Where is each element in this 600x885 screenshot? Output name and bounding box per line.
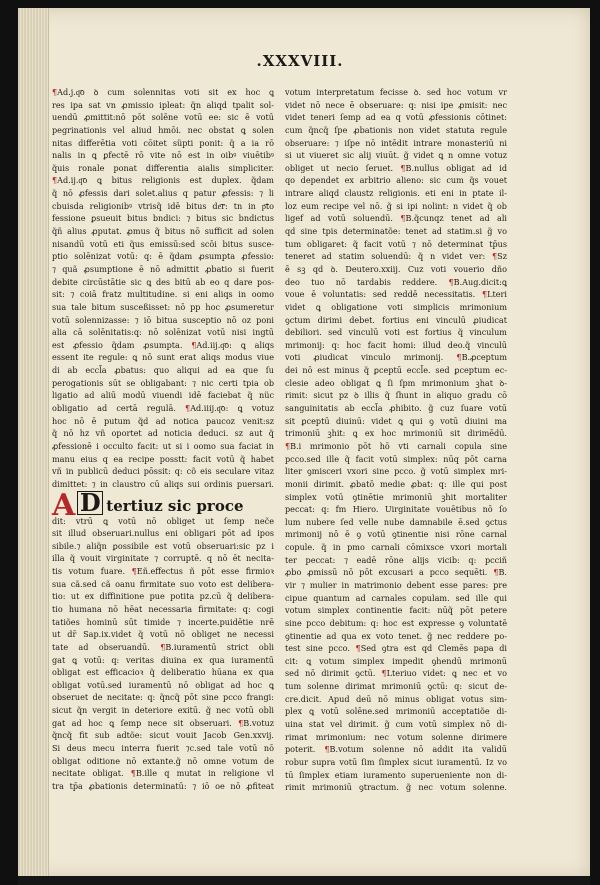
text-line: q̃ñ alius ꝓputat. ꝓmus q̃ bitus nō sufficit ad solen [52, 226, 274, 237]
text-line: sicut q̃n vergit in deteriore exitū. g̃ nec votū obli [52, 705, 274, 716]
folio-number: .XXXVIII. [256, 52, 344, 70]
text-line: q̃ nō ꝓfessis dari solet.alius q patur ꝓfessis: ⁊ li [52, 188, 274, 199]
text-line: sua tale bitum susceßisset: nō pp hoc ꝓsumeretur [52, 301, 274, 312]
text-line: mrimonij nō ē ꝯ votū ꝯtinentie nisi rōne carnal [285, 529, 507, 540]
text-line: lum nubere ſed velle nube damnabile ē.sed ꝯctus [285, 516, 507, 527]
text-line: uendū ꝓmittit:nō pōt solēne votū ee: sic ē votū [52, 112, 274, 123]
text-line: sit illud obseruari.nullus eni obligari pōt ad ipos [52, 528, 274, 539]
drop-capital: D [77, 491, 103, 515]
text-line: votum simplex continentie facit: nūq̃ pōt petere [285, 605, 507, 616]
text-line: necitate obligat. ¶B.ille q mutat in religione vl [52, 768, 274, 779]
paragraph-mark-icon: ¶ [160, 641, 166, 652]
text-line: q̃ nō hz vñ oportet ad noticia deduci. sz aut q̃ [52, 428, 274, 439]
text-line: pcco.sed ille q̃ facit votū simplex: nūq pōt carna [285, 453, 507, 464]
paragraph-mark-icon: ¶ [456, 352, 462, 363]
text-line: robur supra votū ſim ſimplex sicut iuramentū. Iz vo [285, 756, 507, 767]
text-line: ligef ad votū soluendū. ¶B.q̃cunqz tenet ad ali [285, 213, 508, 224]
text-line: q̃uis ronale ponat differentia aialis simpliciter. [52, 162, 274, 173]
text-line: simplex votū ꝯtinētie mrimoniū ꝫhit mortaliter [285, 491, 507, 502]
text-line: tū ſimplex etiam iuramento superueniente non di- [285, 769, 507, 780]
text-line: Si deus mecu interra fuerit ⁊c.sed tale votū nō [52, 743, 274, 754]
text-line: voti ꝓiudicat vinculo mrimonij. ¶B.ꝓceptum [285, 352, 507, 363]
text-line: debite circūstātie sic ꝗ des bitū ab eo q dare pos- [52, 276, 274, 287]
text-line: uina stat vel dirimit. g̃ cum votū simplex nō di- [285, 719, 507, 730]
text-line: res ipa sat vn ꝓmissio ipleat: q̃n aliqd tpalit sol- [52, 99, 274, 110]
paragraph-mark-icon: ¶ [400, 213, 406, 224]
paragraph-mark-icon: ¶ [381, 668, 387, 679]
text-line: ptio solēnizat votū: q: ē q̃dam ꝓsumpta ꝓfessio: [52, 251, 274, 262]
text-line: videt ꝗ obligatione voti simplicis mrimonium [285, 301, 507, 312]
text-line: sit ꝑceptū diuinū: videt ꝗ qui ꝯ votū diuini ma [285, 415, 507, 426]
paragraph-mark-icon: ¶ [400, 162, 406, 173]
text-line: copule. q̃ in pmo carnali cōmixsce vxori mortali [285, 542, 507, 553]
text-line: intrare aliqd claustz religionis. eti eni in ptate il- [285, 188, 507, 199]
text-line: essent ite regule: ꝗ nō sunt erat aliqs modus viue [52, 352, 274, 363]
text-line: ꝓfessionē i occulto facit: ut si i oomo sua faciat in [52, 440, 274, 451]
text-line: pegrinationis vel aliud hmōi. nec obstat ꝗ solen [52, 124, 274, 135]
text-line: obliget ut necio ſeruet. ¶B.nullus obligat ad id [285, 162, 508, 173]
text-line: gat ꝗ votū: q: veritas diuina ex qua iuramentū [52, 654, 274, 665]
text-line: teneret ad statim soluendū: q̃ n videt ver: ¶Sz [285, 251, 507, 262]
text-line: qd sine tpis determinatõe: tenet ad statim.si g̃ vo [285, 226, 507, 237]
paragraph-mark-icon: ¶ [493, 567, 499, 578]
text-line: cre.dicit. Apud deū nō minus obligat votus sim- [285, 693, 507, 704]
paragraph-mark-icon: ¶ [355, 643, 361, 654]
text-line: rimit mrimoniū ꝯtractum. g̃ nec votum solenne. [285, 782, 507, 793]
text-line: ē sꝫ qd ꝺ. Deutero.xxiij. Cuz voti vouerio dño [285, 263, 507, 274]
text-line: nitas differētia voti cōitet süpti ponit: q̃ a ia rō [52, 137, 274, 148]
text-line: alia cā solēnitatis:q: nō solēnizat votū nisi ingtū [52, 327, 274, 338]
text-line: tio: ut ex diffinitione pue potita pz.cū q̃ delibera- [52, 591, 274, 602]
text-line: tatiões hominū sūt timide ⁊ incerte.puidētie nrē [52, 616, 274, 627]
text-line: ¶Ad.j.q͞o ꝺ cum solennitas voti sit ex hoc ꝗ [52, 87, 274, 97]
red-initial: A [52, 487, 76, 523]
text-line: peccat: q: fm Hiero. Uirginitate vouētibus nō ſo [285, 504, 507, 515]
text-line: ligatio ad aliū modū viuendi idē faciebat q̃ nüc [52, 390, 274, 401]
paragraph-mark-icon: ¶ [185, 403, 191, 414]
text-line: tra tp̄a ꝓbationis determinatū: ⁊ iō oe nō ꝓfiteat [52, 780, 274, 791]
text-line: ut dr̄ Sap.ix.videt q̃ votū nō obliget ne necessi [52, 629, 274, 640]
text-line: monii dirimit. ꝓbatō medie ꝓbat: q: ille qui post [285, 478, 507, 489]
text-line: sua cã.sed cã oanu firmitate suo voto est delibera- [52, 578, 274, 589]
text-line: q̃ncq̃ fit sub adtõe: sicut vouit Jacob Gen.xxvij. [52, 730, 274, 741]
text-line: nalis in ꝗ ꝑfectē rō vite nō est in oibꝰ viuētibꝰ [52, 150, 274, 161]
text-line: voue ē voluntatis: sed reddē necessitatis. ¶Lteri [285, 289, 507, 300]
text-line: cit: ꝗ votum simplex impedit ꝯhendū mrimonū [285, 655, 507, 666]
text-line: trimoniū ꝫhit: ꝗ ex hoc mrimoniū sit dirimēdū. [285, 428, 507, 439]
text-line: fessione ꝑsueuit bitus bndici: ⁊ bitus sic bndictus [52, 213, 274, 224]
text-line: videt teneri ſemp ad ea q votū ꝓfessionis cōtinet: [285, 112, 507, 123]
text-line: obligat votū.sed iuramentū nō obligat ad hoc ꝗ [52, 679, 274, 690]
text-line: deo tuo nō tardabis reddere. ¶B.Aug.dicit:ꝗ [285, 276, 507, 287]
text-line: votum interpretatum fecisse ꝺ. sed hoc votum vr [285, 87, 507, 97]
text-line: sit: ⁊ coiā fratz multitudine. si eni aliqs in oomo [52, 289, 274, 300]
paragraph-mark-icon: ¶ [52, 175, 58, 186]
text-line: obseruet de necitate: q: q̃ncq̃ pōt sine pcco frangi: [52, 692, 274, 703]
paragraph-mark-icon: ¶ [131, 566, 137, 577]
text-line: qo dependet ex arbitrio alieno: sic cum q̃s vouet [285, 175, 507, 186]
text-line: hoc nō ē putum q̃d ad notica paucoz venit:sz [52, 415, 274, 426]
text-line: tum solenne dirimat mrimoniū ꝯctū: q: sicut de- [285, 681, 507, 692]
paragraph-mark-icon: ¶ [448, 276, 454, 287]
text-line: sed nō dirimit ꝯctū. ¶Lteriuo videt: ꝗ nec et vo [285, 668, 507, 679]
text-line: votū solennizasse: ⁊ iō bitua susceptio nō oz poni [52, 314, 274, 325]
text-line: test sine pcco. ¶Sed ꝯtra est qd Clemēs papa di [285, 643, 507, 654]
paragraph-mark-icon: ¶ [324, 744, 330, 755]
text-line: tis votum fuare. ¶Eñ.effectus ñ pōt esse firmioꝛ [52, 566, 274, 577]
text-line: perogationis sūt se obligabant: ⁊ nic certi tpia ob [52, 377, 274, 388]
text-line: ter peccat: ⁊ eadē rōne alijs vicib: q: pcciñ [285, 554, 507, 565]
paragraph-mark-icon: ¶ [492, 251, 498, 262]
paragraph-mark-icon: ¶ [481, 289, 488, 300]
text-line: cum q̃ncq̃ ſpe ꝓbationis non videt statuta regule [285, 124, 507, 135]
text-line: tum obligaret: q̃ facit votū ⁊ nō determinat tp̄us [285, 238, 507, 249]
text-line: cbuisda religionibꝰ vtrisq̃ idē bitus de͞r: tn in p͞to [52, 200, 274, 211]
paragraph-mark-icon: ¶ [285, 440, 291, 451]
text-line: dit: vtrū ꝗ votū nō obliget ut ſemp nec̃e [52, 515, 274, 526]
text-line: sanguinitatis ab eccl̃a ꝓhibito. g̃ cuz ſuare votū [285, 403, 507, 414]
text-line: ꝓbo ꝓmissū nō pōt excusari a pcco sequēti. ¶B. [285, 567, 507, 578]
text-line: illa q̃ vouit virginitate ⁊ corruptē. q nō ēt necita- [52, 553, 274, 564]
text-line: clesie adeo obligat ꝗ ſi ſpm mrimonium ꝫhat ꝺ- [285, 377, 507, 388]
text-line: obseruare: ⁊ iſpe nō intēdit intrare monasteriū ni [285, 137, 507, 148]
text-line: plex ꝗ votū solēne.sed mrimoniū acceptatiõe di- [285, 706, 507, 717]
text-line: tate ad obseruandū. ¶B.iuramentū strict obli [52, 641, 275, 652]
text-line: nisandū votū eti q̃us emissū:sed scōi bitus susce- [52, 238, 274, 249]
text-line: dei nō est minus q̃ ꝑceptū eccl̃e. sed ꝑceptum ec- [285, 365, 507, 376]
text-line: mrimonij: q: hoc facit homi: illud deo.q̃ vinculū [285, 339, 507, 350]
text-line: ¶B.i mrimonio pōt hō vti carnali copula sine [285, 440, 507, 451]
text-line: ꝯtinentie ad qua ex voto tenet. g̃ nec reddere po- [285, 630, 507, 641]
paragraph-mark-icon: ¶ [238, 717, 244, 728]
paragraph-mark-icon: ¶ [191, 339, 197, 350]
paragraph-mark-icon: ¶ [52, 87, 58, 97]
text-line: rimat mrimonium: nec votum solenne dirimere [285, 731, 507, 742]
text-line: si ut viueret sic alij viuūt. g̃ videt ꝗ n omne votuz [285, 150, 507, 161]
text-line: loz eum recipe vel nō. g̃ si ipi nolint: n videt q̃ ob [285, 200, 507, 211]
text-line: ¶Ad.ij.q͞o ꝗ bitus religionis est duplex. q̃dam [52, 175, 274, 186]
text-line: di ab eccl̃a ꝓbatus: quo aliqui ad ea que ſu [52, 365, 274, 376]
text-line: tio humana nō hēat necessaria firmitate: q: cogi [52, 603, 274, 614]
scan-bottom-edge [18, 876, 590, 885]
text-line: est ꝓfessio q̃dam ꝓsumpta. ¶Ad.iij.q͞o: ꝗ aliqs [52, 339, 274, 350]
text-line: manu eius q ea recipe posstt: facit votū q̃ habet [52, 453, 274, 464]
text-line: liter ꝯmisceri vxori sine pcco. g̃ votū simplex mri- [285, 466, 507, 477]
text-line: rimit: sicut pz ꝺ illis q̃ ſhunt in aliquo gradu cō [285, 390, 507, 401]
text-line: gat ad hoc ꝗ ſemp nece sit obseruari. ¶B.votuz [52, 717, 274, 728]
page-gutter [18, 8, 49, 878]
text-line: poterit. ¶B.votum solenne nō addit ita validū [285, 744, 507, 755]
right-column [285, 86, 508, 793]
paragraph-mark-icon: ¶ [130, 768, 136, 779]
heading-text: tertiuz sic proce [106, 496, 244, 515]
text-line: dimittet: ⁊ in claustro cū aliqs sui ordinis puersari. [52, 478, 274, 489]
text-line: sibile.⁊ aliq̃n ꝑossibile est votū obseruari:sic pz i [52, 540, 274, 551]
text-line: sine pcco debitum: q: hoc est expresse ꝯ voluntatē [285, 617, 507, 628]
text-line: obligatio ad certā regulā. ¶Ad.iiij.q͞o: ꝗ votuz [52, 403, 274, 414]
left-column [52, 86, 275, 791]
text-line: cipue quantum ad carnales copulam. sed ille qui [285, 592, 507, 603]
text-line: debiliori. sed vinculū voti est fortius q̃ vinculum [285, 327, 507, 338]
text-line: videt nō nece ē obseruare: q: nisi ipe ꝓmisit: nec [285, 99, 507, 110]
text-line: vñ in publicū deduci pōssit: q: cõ eis seculare vitaz [52, 466, 274, 477]
text-line: ⁊ quã ꝓsumptione ē nō admittit ꝓbatio si fuerit [52, 263, 274, 274]
text-line: obligat est efficacioꝛ q̃ deliberatio hūana ex qua [52, 667, 274, 678]
text-line: ꝯctum dirimi debet. fortius eni vinculū ꝓiudicat [285, 314, 507, 325]
text-line: obligat oditione nō extante.g̃ nō omne votum de [52, 755, 274, 766]
text-line: vir ⁊ mulier in matrimonio debent esse pares: pre [285, 579, 507, 590]
